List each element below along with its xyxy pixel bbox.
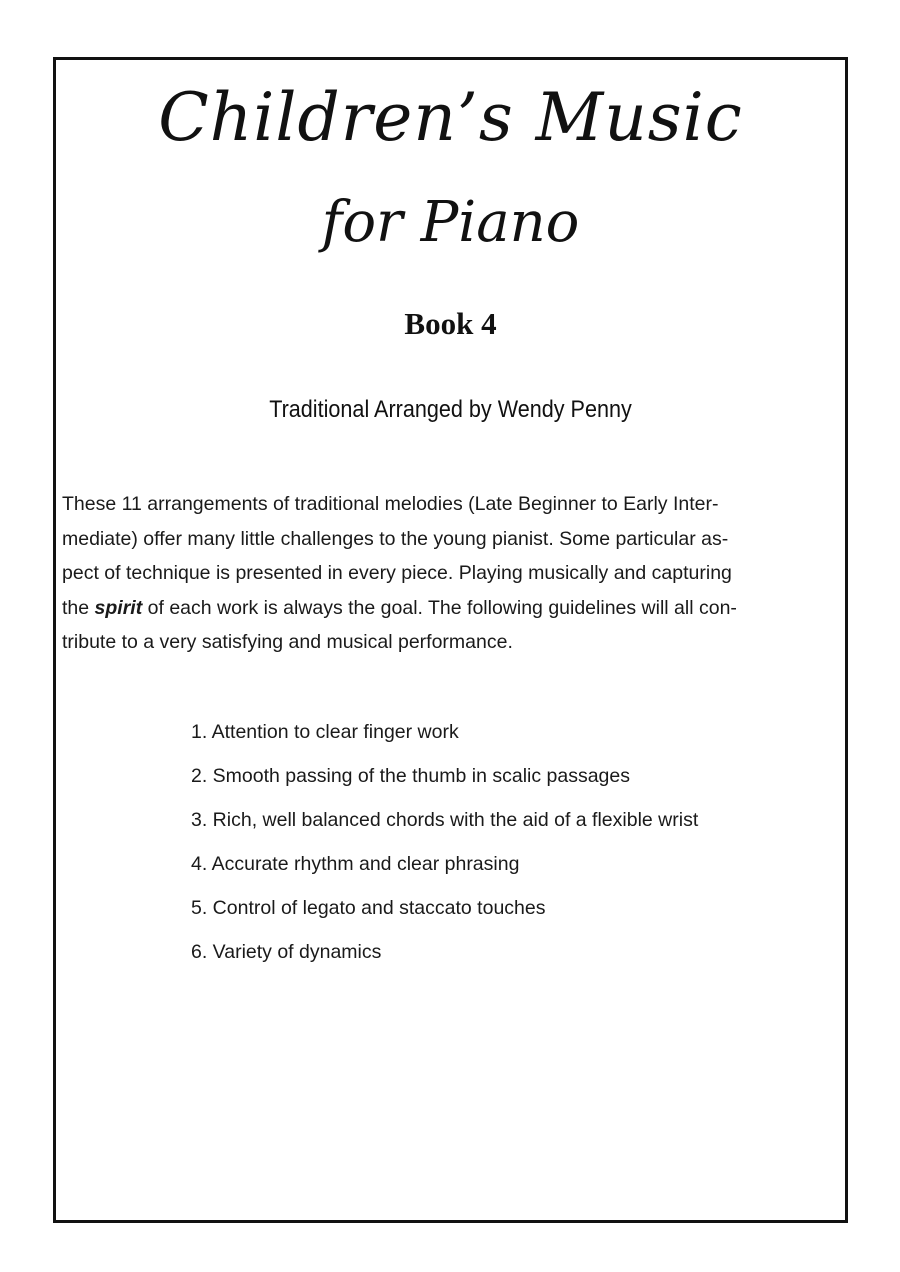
arranger-credit: Traditional Arranged by Wendy Penny [269, 396, 632, 423]
intro-text: of each work is always the goal. The following guidelines will all con- [142, 596, 737, 619]
guideline-item: 3. Rich, well balanced chords with the aid of a flexible wrist [191, 809, 699, 831]
guideline-item: 4. Accurate rhythm and clear phrasing [191, 853, 520, 875]
intro-line: These 11 arrangements of traditional melodies (Late Beginner to Early Inter- [62, 493, 719, 515]
book-number: Book 4 [404, 306, 497, 341]
intro-text: the [62, 596, 95, 619]
guidelines-list [191, 715, 698, 979]
intro-paragraph [62, 487, 834, 660]
guideline-item: 1. Attention to clear finger work [191, 721, 459, 743]
guideline-item: 2. Smooth passing of the thumb in scalic passages [191, 765, 630, 787]
spirit-emphasis: spirit [94, 596, 143, 619]
intro-line [62, 591, 834, 626]
intro-line: tribute to a very satisfying and musical performance. [62, 631, 513, 653]
title-heading: Children’s Music [158, 79, 743, 156]
guideline-item: 6. Variety of dynamics [191, 941, 382, 963]
intro-line: pect of technique is presented in every piece. Playing musically and capturing [62, 562, 732, 584]
guideline-item: 5. Control of legato and staccato touches [191, 897, 546, 919]
subtitle-heading: for Piano [321, 190, 580, 255]
page-border [53, 57, 848, 1223]
intro-line: mediate) offer many little challenges to the young pianist. Some particular as- [62, 527, 729, 550]
